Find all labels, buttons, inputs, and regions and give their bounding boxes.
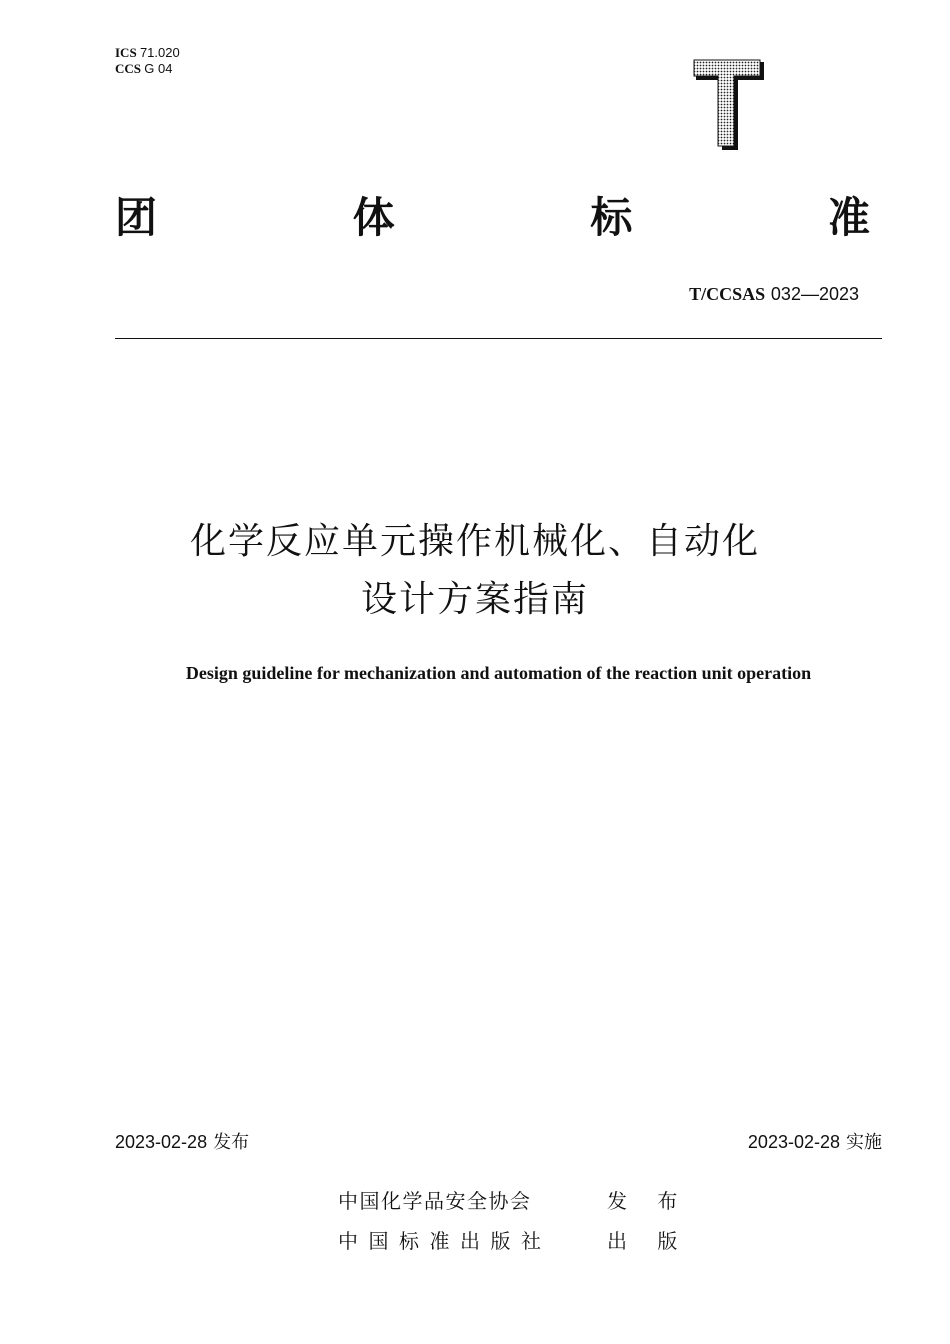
ics-key: ICS — [115, 45, 137, 60]
publisher-role: 出 版 — [607, 1229, 690, 1253]
standard-number-value: 032—2023 — [770, 284, 859, 304]
publisher-org: 中国化学品安全协会 — [338, 1189, 532, 1213]
header-divider — [115, 338, 882, 339]
implementation-date-label: 实施 — [846, 1132, 882, 1153]
standard-type-char: 团 — [115, 193, 158, 242]
publisher-role: 发 布 — [607, 1189, 690, 1213]
title-line-1: 化学反应单元操作机械化、自动化 — [189, 521, 760, 562]
standard-type-char: 标 — [590, 193, 633, 242]
classification-codes — [115, 45, 180, 77]
issue-date-label: 发布 — [213, 1132, 250, 1153]
ics-code — [115, 45, 180, 61]
ccs-key: CCS — [115, 61, 142, 76]
standard-type-char: 准 — [827, 193, 870, 242]
standard-type-heading — [115, 190, 870, 246]
standard-number-prefix: T/CCSAS — [689, 284, 766, 304]
ccs-value: G 04 — [144, 61, 173, 76]
issue-date-value: 2023-02-28 — [115, 1132, 208, 1152]
publisher-row — [338, 1187, 689, 1215]
publisher-row — [338, 1227, 689, 1255]
title-line-2: 设计方案指南 — [360, 579, 589, 620]
group-standard-t-logo — [690, 58, 768, 154]
publisher-org: 中国标准出版社 — [338, 1229, 552, 1253]
standard-number — [689, 282, 859, 307]
ics-value: 71.020 — [139, 45, 180, 60]
issue-date — [115, 1129, 249, 1156]
implementation-date — [748, 1129, 882, 1156]
ccs-code — [115, 61, 180, 77]
english-title: Design guideline for mechanization and automation of the reaction unit operation — [185, 663, 812, 683]
implementation-date-value: 2023-02-28 — [747, 1132, 840, 1152]
standard-type-char: 体 — [352, 193, 395, 242]
